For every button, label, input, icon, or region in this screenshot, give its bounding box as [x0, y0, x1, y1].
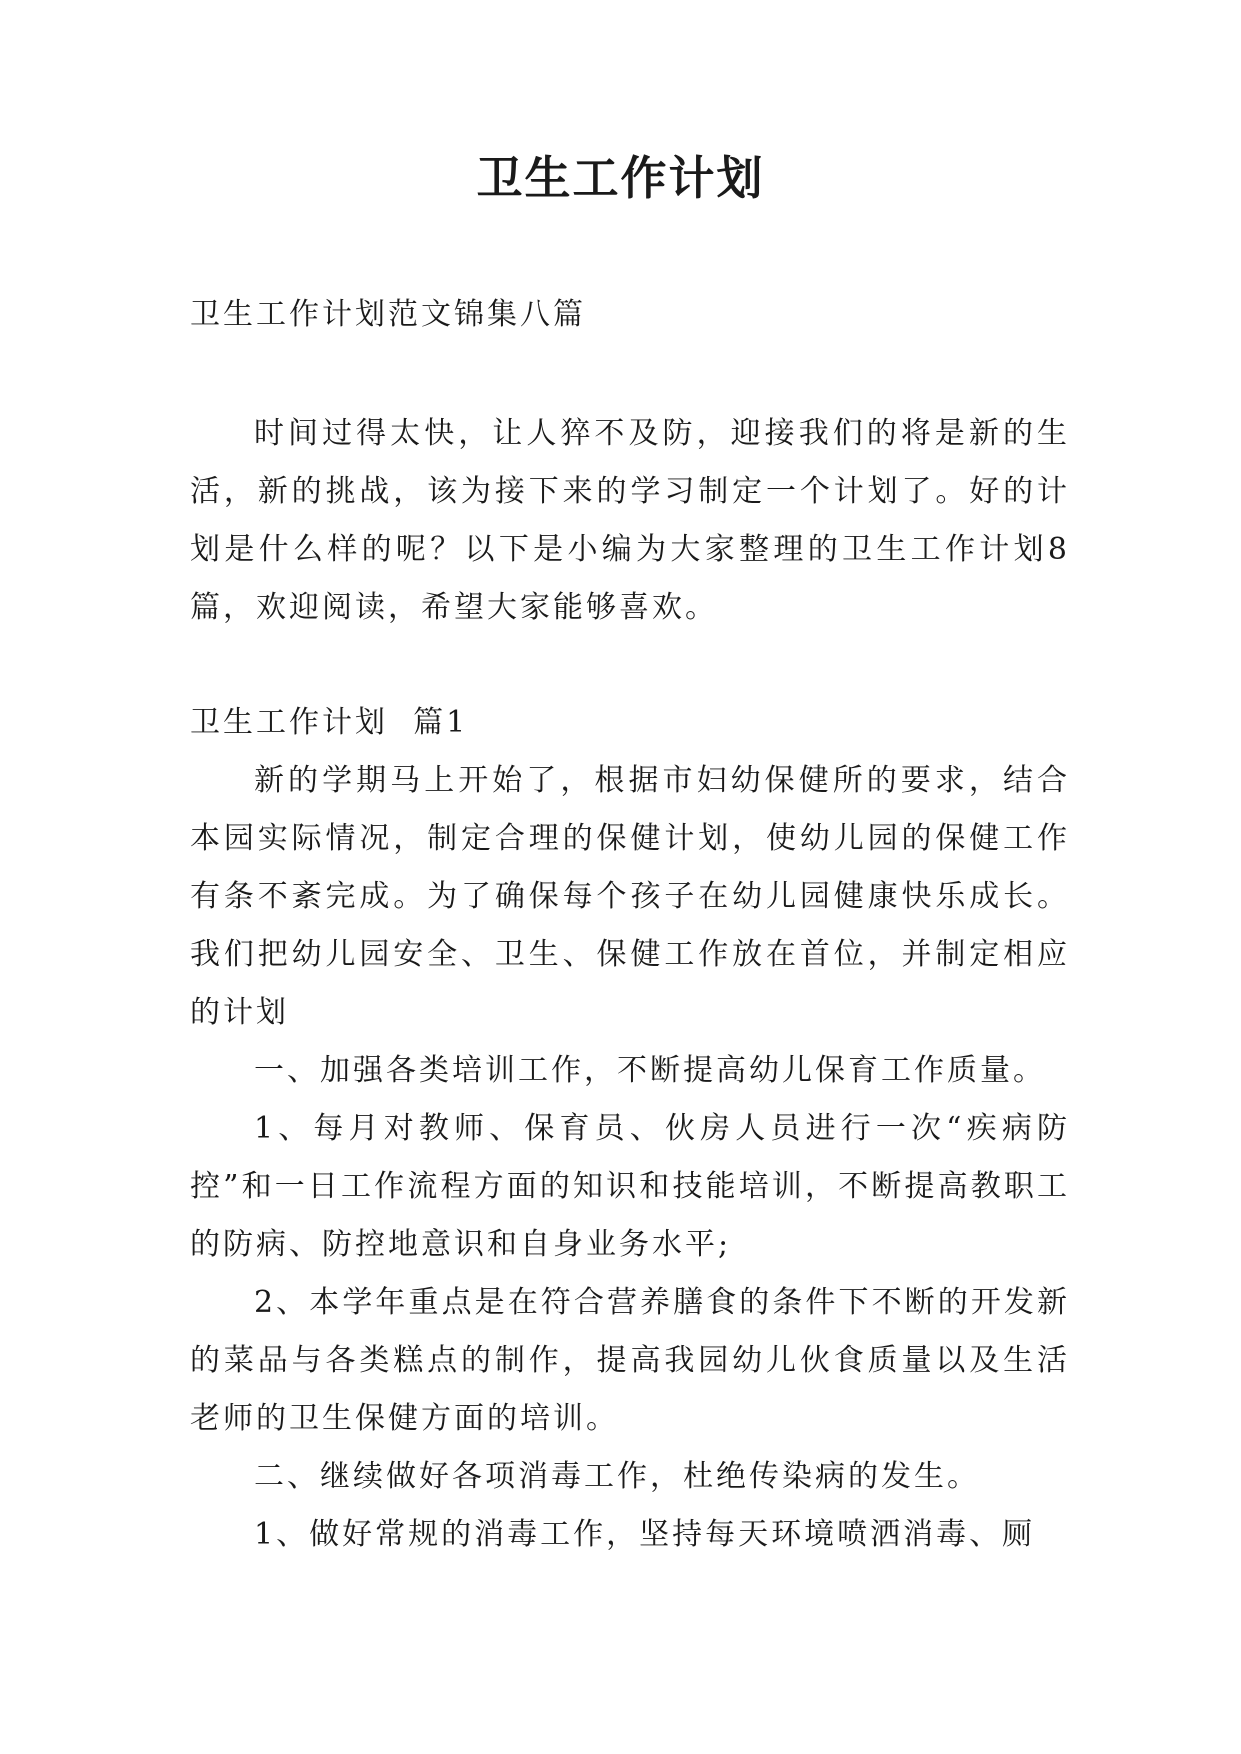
body-paragraph: 一、加强各类培训工作，不断提高幼儿保育工作质量。: [254, 1053, 1046, 1088]
section-heading: 卫生工作计划 篇1: [190, 705, 469, 740]
body-paragraph: 二、继续做好各项消毒工作，杜绝传染病的发生。: [254, 1459, 980, 1494]
intro-paragraph: 时间过得太快，让人猝不及防，迎接我们的将是新的生活，新的挑战，该为接下来的学习制定一个计划了。好的计划是什么样的呢？以下是小编为大家整理的卫生工作计划8篇，欢迎阅读，希望大家能够喜欢。: [190, 416, 1070, 625]
document-subtitle: 卫生工作计划范文锦集八篇: [190, 297, 586, 332]
article-section-1: [190, 694, 1070, 1564]
body-paragraph: 新的学期马上开始了，根据市妇幼保健所的要求，结合本园实际情况，制定合理的保健计划，使幼儿园的保健工作有条不紊完成。为了确保每个孩子在幼儿园健康快乐成长。我们把幼儿园安全、卫生、保健工作放在首位，并制定相应的计划: [190, 763, 1070, 1030]
document-title: 卫生工作计划: [476, 151, 765, 205]
body-paragraph: 1、每月对教师、保育员、伙房人员进行一次“疾病防控”和一日工作流程方面的知识和技能培训，不断提高教职工的防病、防控地意识和自身业务水平;: [190, 1111, 1070, 1262]
body-paragraph: 1、做好常规的消毒工作，坚持每天环境喷洒消毒、厕: [254, 1517, 1036, 1552]
body-paragraph: 2、本学年重点是在符合营养膳食的条件下不断的开发新的菜品与各类糕点的制作，提高我园幼儿伙食质量以及生活老师的卫生保健方面的培训。: [190, 1285, 1070, 1436]
intro-section: [190, 405, 1070, 637]
